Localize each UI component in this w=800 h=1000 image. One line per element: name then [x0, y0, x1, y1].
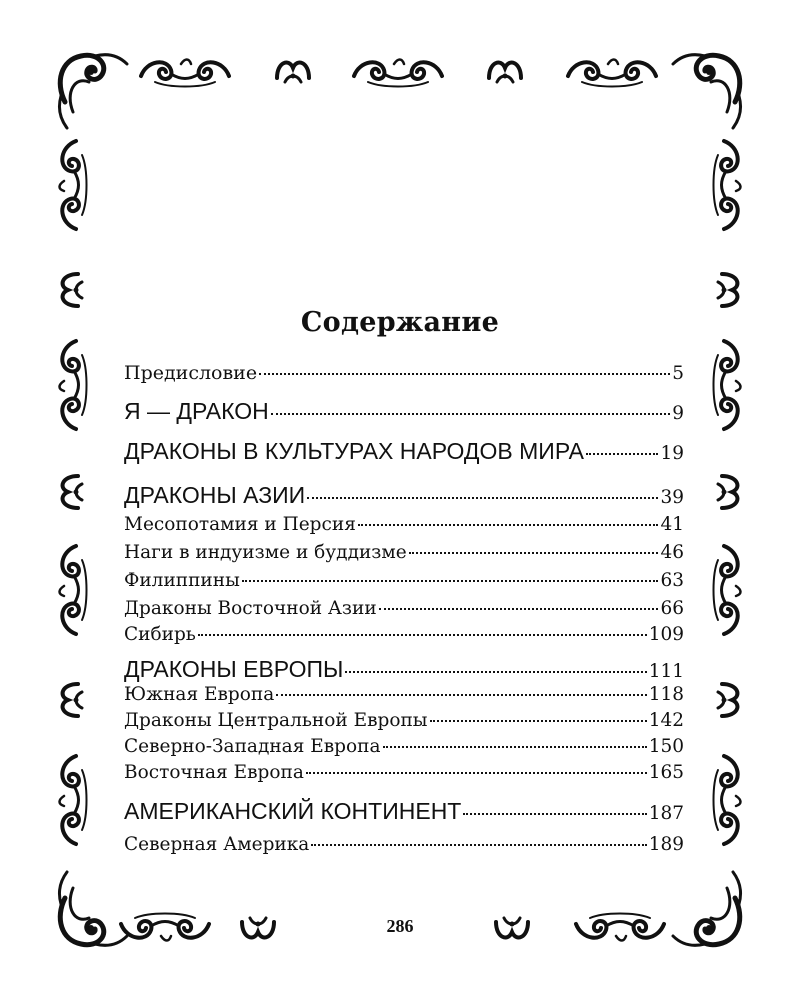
toc-entry-page: 165	[648, 762, 684, 783]
toc-entry-title: ДРАКОНЫ В КУЛЬТУРАХ НАРОДОВ МИРА	[124, 438, 584, 464]
toc-entry-page: 9	[672, 403, 684, 424]
toc-entry	[124, 570, 684, 591]
dot-leader	[271, 413, 670, 415]
toc-entry-title: Предисловие	[124, 362, 258, 384]
toc-entry	[124, 482, 684, 509]
toc-entry	[124, 362, 684, 384]
toc-entry-page: 118	[648, 684, 684, 705]
toc-entry-title: Южная Европа	[124, 684, 275, 705]
toc-heading: Содержание	[300, 307, 500, 338]
toc-entry-title: Северно-Западная Европа	[124, 736, 381, 757]
corner-flourish-top-left	[59, 55, 127, 128]
dot-leader	[198, 634, 647, 636]
dot-leader	[276, 694, 646, 696]
toc-entry-page: 19	[660, 443, 684, 464]
right-border-ornaments	[714, 141, 741, 844]
dot-leader	[358, 524, 659, 526]
toc-entry-title: Я — ДРАКОН	[124, 398, 269, 424]
toc-entry-page: 46	[660, 542, 684, 563]
toc-entry-page: 63	[660, 570, 684, 591]
toc-entry-title: Сибирь	[124, 624, 196, 645]
toc-entry	[124, 656, 684, 683]
toc-entry-title: Месопотамия и Персия	[124, 514, 356, 535]
dot-leader	[379, 608, 659, 610]
dot-leader	[306, 772, 647, 774]
toc-entry-title: Драконы Центральной Европы	[124, 710, 428, 731]
dot-leader	[307, 497, 658, 499]
toc-entry-title: Драконы Восточной Азии	[124, 598, 377, 619]
toc-entry	[124, 710, 684, 731]
dot-leader	[383, 746, 647, 748]
toc-entry	[124, 736, 684, 757]
toc-entry-title: Наги в индуизме и буддизме	[124, 542, 407, 563]
toc-entry-title: Северная Америка	[124, 834, 310, 855]
dot-leader	[463, 813, 646, 815]
toc-entry	[124, 438, 684, 465]
toc-entry-title: ДРАКОНЫ АЗИИ	[124, 482, 306, 508]
toc-entry-page: 189	[648, 834, 684, 855]
toc-entry	[124, 762, 684, 783]
toc-entry	[124, 398, 684, 425]
corner-flourish-top-right	[673, 55, 741, 128]
dot-leader	[345, 671, 646, 673]
toc-entry-title: Восточная Европа	[124, 762, 304, 783]
toc-entry-page: 41	[660, 514, 684, 535]
toc-entry	[124, 514, 684, 535]
toc-entry-page: 142	[648, 710, 684, 731]
dot-leader	[409, 552, 659, 554]
top-border-ornaments	[141, 60, 656, 87]
toc-entry	[124, 624, 684, 645]
dot-leader	[430, 720, 647, 722]
left-border-ornaments	[60, 141, 87, 844]
dot-leader	[586, 453, 658, 455]
toc-entry	[124, 542, 684, 563]
toc-entry-page: 5	[672, 363, 684, 384]
toc-entry	[124, 684, 684, 705]
page-number: 286	[386, 916, 414, 936]
toc-entry-title: Филиппины	[124, 570, 240, 591]
toc-entry-page: 187	[648, 803, 684, 824]
toc-entry	[124, 798, 684, 825]
toc-entry	[124, 834, 684, 855]
dot-leader	[311, 844, 646, 846]
toc-entry-page: 109	[648, 624, 684, 645]
toc-entry-page: 39	[660, 487, 684, 508]
toc-entry-page: 150	[648, 736, 684, 757]
toc-entry-page: 66	[660, 598, 684, 619]
toc-entry-page: 111	[648, 661, 684, 682]
toc-entry-title: ДРАКОНЫ ЕВРОПЫ	[124, 656, 344, 682]
toc-entry	[124, 598, 684, 619]
dot-leader	[259, 373, 670, 375]
dot-leader	[242, 580, 659, 582]
toc-entry-title: АМЕРИКАНСКИЙ КОНТИНЕНТ	[124, 798, 462, 824]
